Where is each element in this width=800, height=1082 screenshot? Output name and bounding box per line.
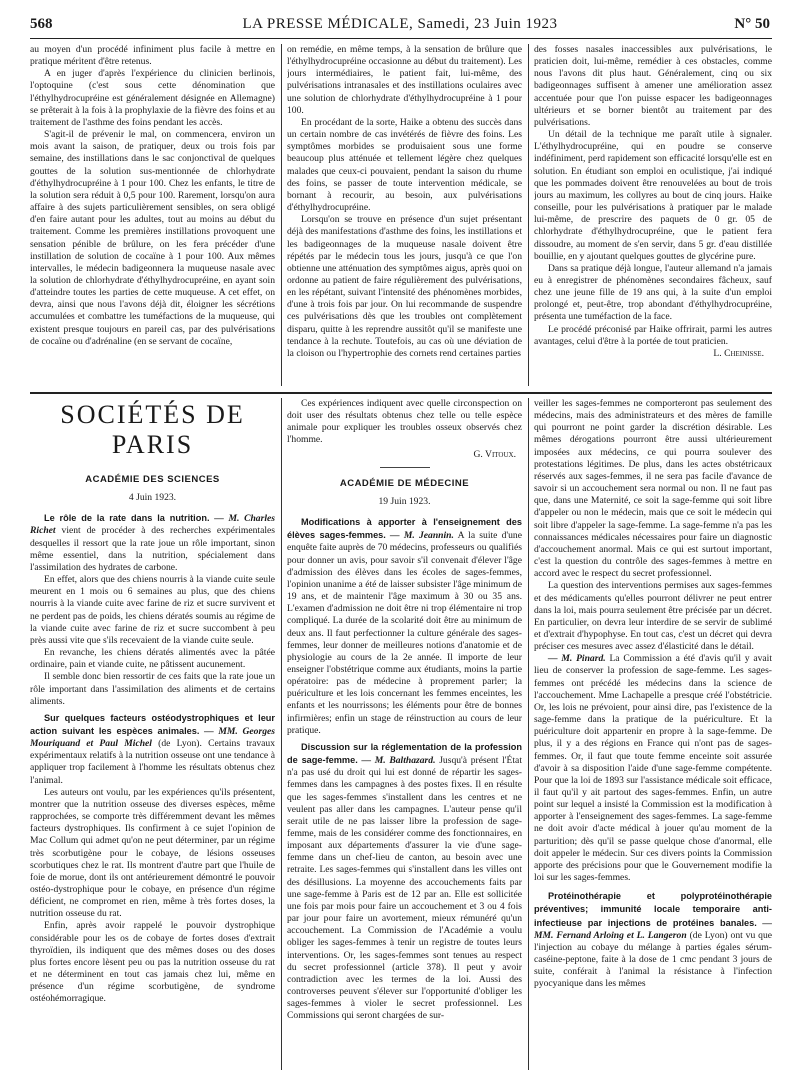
- communication-title: Le rôle de la rate dans la nutrition.: [44, 513, 210, 524]
- paragraph: En procédant de la sorte, Haike a obtenu des succès dans un certain nombre de cas invétérés de fièvre des foins. Les symptômes morbides se produisaient sous une forme beaucoup plus atténuée et tellement légère chez quelques malades que ceux-ci pouvaient, pendant la saison du rhume des foins, se passer de toute intervention médicale, se bornant à recourir, au besoin, aux pulvérisations d'éthylhydrocupréine.: [287, 116, 522, 214]
- communication-author: — MM. Georges Mouriquand et Paul Michel: [30, 725, 275, 750]
- paragraph: [534, 653, 772, 884]
- paragraph: Dans sa pratique déjà longue, l'auteur allemand n'a jamais eu à enregistrer de phénomènes secondaires fâcheux, sauf chez une jeune fille de 19 ans qui, à la suite d'un emploi prolongé et, peut-être, trop abondant d'éthylhydrocupréine, présenta une tuméfaction de la face.: [534, 262, 772, 323]
- paragraph: on remédie, en même temps, à la sensation de brûlure que l'éthylhydrocupréine occasionne au début du traitement). Les jours intermédiaires, le patient fait, lui-même, des pulvérisations intranasales et des instillations oculaires avec une solution de chlorhydrate d'éthylhydrocupréine à 1 pour 100.: [287, 44, 522, 116]
- bottom-column-2: [287, 398, 522, 1070]
- issue-number: N° 50: [734, 16, 770, 32]
- top-column-2: [287, 44, 522, 386]
- paragraph: veiller les sages-femmes ne comporteront pas seulement des médecins, mais des administrateurs et des mères de famille qui pourront ne point garder la discrétion désirable. Les mêmes dérogations pourront être aussi ultérieurement imposées aux médecins, ce qui pourra soulever des protestations légitimes. De plus, dans les actes obstétricaux réservés aux sages-femmes, il ne sera pas facile d'avance de savoir si un accouchement sera normal ou non. Il ne faut pas que, dans une Maternité, ce soit la sage-femme qui soit libre d'appeler ou non le médecin, mais que ce soit le médecin qui soit libre d'appeler la sage-femme. La sage-femme n'a pas les connaissances médicales nécessaires pour faire un diagnostic d'accouchement anormal. Mais ce qui est surtout important, c'est la question du contrôle des sages-femmes à mettre en accord avec le respect du secret professionnel.: [534, 398, 772, 580]
- journal-title: LA PRESSE MÉDICALE, Samedi, 23 Juin 1923: [242, 16, 558, 32]
- academy-heading: ACADÉMIE DES SCIENCES: [85, 474, 220, 485]
- column-divider: [281, 44, 282, 386]
- communication-text: (de Lyon) ont vu que l'injection au cobaye du mélange à parties égales sérum-caséine-peptone, faite à la dose de 1 cmc pendant 3 jours de suite, conférait à l'animal la résistance à l'infection pyocyanique dans les mêmes: [534, 929, 772, 990]
- session-date: 19 Juin 1923.: [378, 495, 431, 507]
- communication-author: — M. Balthazard.: [361, 755, 436, 767]
- paragraph: au moyen d'un procédé infiniment plus facile à mettre en pratique méritent d'être retenus.: [30, 44, 275, 68]
- paragraph: En revanche, les chiens dératés alimentés avec la pâtée ordinaire, pain et viande cuite, ne pâtissent aucunement.: [30, 647, 275, 671]
- communication-author: — M. Jeannin.: [390, 530, 454, 542]
- paragraph: [534, 890, 772, 990]
- communication-title: Protéinothérapie et polyprotéinothérapie préventives; immunité locale temporaire anti-infectieuse par injections de protéines banales.: [534, 891, 772, 928]
- communication-text: vient de procéder à des recherches expérimentales desquelles il ressort que la rate joue un rôle important, sinon même essentiel, dans la nutrition, spécialement dans l'assimilation des hydrates de carbone.: [30, 525, 275, 573]
- section-title: SOCIÉTÉS DE PARIS: [60, 400, 245, 459]
- paragraph: [30, 512, 275, 574]
- communication-title: Sur quelques facteurs ostéodystrophiques et leur action suivant les espèces animales.: [30, 712, 275, 736]
- communication-text: Jusqu'à présent l'État n'a pas usé du droit qui lui est donné de répartir les sages-femmes dans les campagnes à des postes fixes. Il en résulte que les sages-femmes s'installent dans les centres et ne veulent pas aller dans les campagnes. L'auteur pense qu'il serait utile de ne pas laisser libre la profession de sage-femme, mais de les considérer comme des fonctionnaires, en imposant aux départements d'assurer la vie d'une sage-femme dans un chef-lieu de canton, au besoin avec une retraite. Les sages-femmes qui s'installent dans les villes ont des désillusions. La moyenne des accouchements faits par une sage-femme à Paris est de 12 par an. Elle est sollicitée une fois par mois pour faire un accouchement et 3 ou 4 fois par jour pour faire un avortement, mieux rémunéré qu'un accouchement. La Commission de l'Académie a voulu obliger les sages-femmes à tenir un registre de toutes leurs interventions. Or, les sages-femmes sont tenues au respect du secret professionnel (article 378). Il peut y avoir contradiction avec les termes de la loi. Aussi des controverses peuvent s'élever sur l'opportunité d'obliger les sages-femmes à violer le secret professionnel. Les Commissions qui seront chargées de sur-: [287, 755, 522, 1022]
- page-number: 568: [30, 16, 53, 32]
- paragraph: Les auteurs ont voulu, par les expériences qu'ils présentent, montrer que la nutrition osseuse des diverses espèces, même rapprochées, se comporte très différemment devant les mêmes facteurs dystrophiques. Ils confirment à ce sujet l'opinion de Mac Collum qui admet qu'on ne peut déterminer, par un régime très scorbutigène pour le cobaye, de lésions osseuses scorbutiques chez le rat. Ils montrent d'autre part que l'huile de foie de morue, dont ils ont antérieurement démontré le pouvoir ostéo-dystrophique pour le cobaye, en présence d'un régime déficient, ne compromet en rien, même à très fortes doses, la nutrition osseuse du rat.: [30, 786, 275, 920]
- paragraph: des fosses nasales inaccessibles aux pulvérisations, le praticien doit, lui-même, remédier à ces obstacles, comme nous l'avons dit plus haut. Généralement, cinq ou six badigeonnages suffisent à amener une amélioration assez accentuée pour que l'on puisse espacer les badigeonnages ultérieurs et se borner bientôt au traitement par des pulvérisations.: [534, 44, 772, 128]
- author-signature: L. Cheinisse.: [713, 347, 764, 359]
- paragraph: [287, 741, 522, 1023]
- paragraph: [287, 516, 522, 737]
- paragraph: Il semble donc bien ressortir de ces faits que la rate joue un rôle important dans l'assimilation des aliments et de certains aliments.: [30, 671, 275, 707]
- academy-heading: ACADÉMIE DE MÉDECINE: [339, 477, 470, 489]
- paragraph: Enfin, après avoir rappelé le pouvoir dystrophique considérable pour les os de cobaye de fortes doses d'extrait thyroïdien, ils indiquent que des mêmes doses ou des doses plus fortes encore lèsent peu ou pas la nutrition osseuse du rat et ne déterminent en tout cas jamais chez lui, même en présence d'un régime scorbutigène, de syndrome ostéohémorragique.: [30, 920, 275, 1005]
- top-column-3: [534, 44, 772, 386]
- signature-line: [534, 348, 772, 360]
- paragraph: Un détail de la technique me paraît utile à signaler. L'éthylhydrocupréine, qui en poudre se conserve indéfiniment, perd rapidement son efficacité lorsqu'elle est en solution. En étudiant son emploi en oculistique, j'ai indiqué que les pommades doivent être renouvelées au bout de trois jours au maximum, les collyres au bout de cinq jours. Haike conseille, pour les pulvérisations à pratiquer par le malade lui-même, de prescrire des paquets de 0 gr. 05 de chlorhydrate d'éthylhydrocupréine, que le patient fera dissoudre, au moment de s'en servir, dans 5 gr. d'eau distillée bouillie, en y ajoutant quelques gouttes de glycérine pure.: [534, 129, 772, 262]
- column-divider: [281, 398, 282, 1070]
- session-date: 4 Juin 1923.: [128, 492, 177, 504]
- header-rule: [30, 38, 772, 39]
- communication-title: Modifications à apporter à l'enseignement des élèves sages-femmes.: [287, 517, 522, 541]
- author-signature: G. Vitoux.: [473, 448, 516, 460]
- paragraph: [30, 712, 275, 787]
- page-header: [30, 14, 770, 36]
- bottom-column-3: [534, 398, 772, 1070]
- column-divider: [528, 44, 529, 386]
- paragraph: S'agit-il de prévenir le mal, on commencera, environ un mois avant la saison, de pratiquer, deux ou trois fois par semaine, des instillations dans le sac conjonctival de quelques gouttes de la solution sus-mentionnée de chlorhydrate d'éthylhydrocupréine à 1 pour 100. Chez les enfants, le titre de la solution sera réduit à 0,5 pour 100. Rarement, lorsqu'on aura affaire à des sujets particulièrement sensibles, on sera obligé d'en faire autant pour les adultes, tout au moins au début du traitement. Comme les premières instillations provoquent une sensation pénible de brûlure, on les fera précéder d'une instillation de solution de cocaïne à 1 pour 100. Aux mêmes intervalles, le médecin badigeonnera la muqueuse nasale avec la solution de chlorhydrate d'éthylhydrocupréine, en ayant soin d'atteindre toutes les parties de cette muqueuse. A cet effet, on devra, ainsi que nous l'avons déjà dit, éloigner les sécrétions accumulées et combattre les tuméfactions de la muqueuse, qui existent presque toujours en pareil cas, par des pulvérisations de cocaïne ou d'adrénaline (en se servant de cocaïne,: [30, 129, 275, 347]
- communication-text: La Commission a été d'avis qu'il y avait lieu de conserver la profession de sage-femme. Les sages-femmes ont précédé les médecins dans la science de l'accouchement. Mme Lachapelle a presque créé l'obstétricie. Or, les lois ne prévoient, pour ainsi dire, pas l'existence de la sage-femme dans la pratique de la puériculture. Et la puériculture doit appartenir en propre à la sage-femme. De plus, il y a des régions en France qui n'ont pas de sages-femmes. Or, il faut que toute femme enceinte soit assurée d'avoir à sa disposition l'aide d'une sage-femme compétente. Pour que la loi de 1893 sur l'assistance médicale soit efficace, il faut qu'il y ait partout des sages-femmes. Enfin, un autre point sur lequel a insisté la Commission est la modification à apporter à l'enseignement des sages-femmes. La sage-femme ne doit avoir d'acte médical à jouer qu'au moment de la parturition; dès qu'il se passe quelque chose d'anormal, elle doit appeler le médecin. Sur ces divers points la Commission apporte des précisions pour que le Gouvernement modifie la loi sur les sages-femmes.: [534, 653, 772, 884]
- column-divider: [528, 398, 529, 1070]
- paragraph: En effet, alors que des chiens nourris à la viande cuite seule meurent en 1 mois ou 6 semaines au plus, que des chiens nourris à la viande cuite avec farine de riz et sucre survivent et ne perdent pas de poids, les chiens dératés soumis au régime de la viande cuite avec farine de riz et sucre succombent à peu près aussi vite que s'ils recevaient de la viande cuite seule.: [30, 574, 275, 646]
- paragraph: Le procédé préconisé par Haike offrirait, parmi les autres avantages, celui d'être à la portée de tout praticien.: [534, 323, 772, 347]
- paragraph: La question des interventions permises aux sages-femmes et des médicaments qu'elles pourront délivrer ne peut entrer dans la loi, mais pourra seulement être précisée par un décret. En particulier, on devra leur interdire de se servir de sublimé et d'extrait d'hypophyse. En tout cas, c'est un décret qui devra préciser ces mesures avec assez d'élasticité dans le détail.: [534, 580, 772, 653]
- paragraph: Lorsqu'on se trouve en présence d'un sujet présentant déjà des manifestations d'asthme des foins, les instillations et les badigeonnages de la muqueuse nasale doivent être répétés par le médecin tous les jours, jusqu'à ce que l'on obtienne une atténuation des symptômes aigus, après quoi on ordonne au patient de faire régulièrement des pulvérisations, en les répétant, suivant l'intensité des phénomènes morbides, d'une à trois fois par jour. On lui recommande de suspendre ces pulvérisations dès que les troubles ont complètement disparu, quitte à les reprendre aussitôt qu'il se manifeste une tendance à la rechute. Toutefois, au cas où une déviation de la cloison ou l'hypertrophie des cornets rend certaines parties: [287, 214, 522, 359]
- section-rule: [30, 392, 772, 394]
- communication-author: — M. Charles Richet: [30, 513, 275, 537]
- short-rule: [380, 467, 430, 468]
- top-column-1: [30, 44, 275, 386]
- communication-author: — MM. Fernand Arloing et L. Langeron: [534, 917, 772, 941]
- communication-text: (de Lyon). Certains travaux expérimentaux relatifs à la nutrition osseuse ont une tendance à appliquer trop facilement à l'homme les résultats obtenus chez l'animal.: [30, 738, 275, 786]
- communication-text: A la suite d'une enquête faite auprès de 70 médecins, professeurs ou qualifiés pour donner un avis, pour savoir s'il convenait d'élever l'âge d'admission des élèves dans les écoles de sages-femmes, l'opinion unanime a été de laisser subsister l'âge minimum de 19 ans, et de maintenir l'âge maximum à 30 ou 35 ans. L'examen d'admission ne doit être ni trop élémentaire ni trop compliqué. La durée de la scolarité doit être au minimum de deux ans. Il faut perfectionner la culture générale des sages-femmes, leur donner de meilleures notions d'anatomie et de physiologie au cours de la 2e année. Il importe de leur enseigner l'obstétrique comme aux étudiants, moins la partie opératoire: pas de médecine à proprement parler; la puériculture et les lois concernant les femmes enceintes, les enfants et les nourrissons; les éléments pour être de bonnes infirmières; enfin un stage de réinstruction au cours de leur pratique.: [287, 530, 522, 736]
- paragraph: A en juger d'après l'expérience du clinicien berlinois, l'optoquine (c'est sous cette dénomination que l'éthylhydrocupréine est généralement désignée en Allemagne) se prêterait à la fois à la prophylaxie de la fièvre des foins et au traitement de l'asthme des foins pendant les accès.: [30, 68, 275, 128]
- bottom-column-1: [30, 398, 275, 1070]
- paragraph: Ces expériences indiquent avec quelle circonspection on doit user des résultats obtenus chez telle ou telle espèce animale pour expliquer les troubles osseux observés chez l'homme.: [287, 398, 522, 446]
- communication-title: Discussion sur la réglementation de la profession de sage-femme.: [287, 741, 522, 766]
- communication-author: — M. Pinard.: [548, 653, 606, 665]
